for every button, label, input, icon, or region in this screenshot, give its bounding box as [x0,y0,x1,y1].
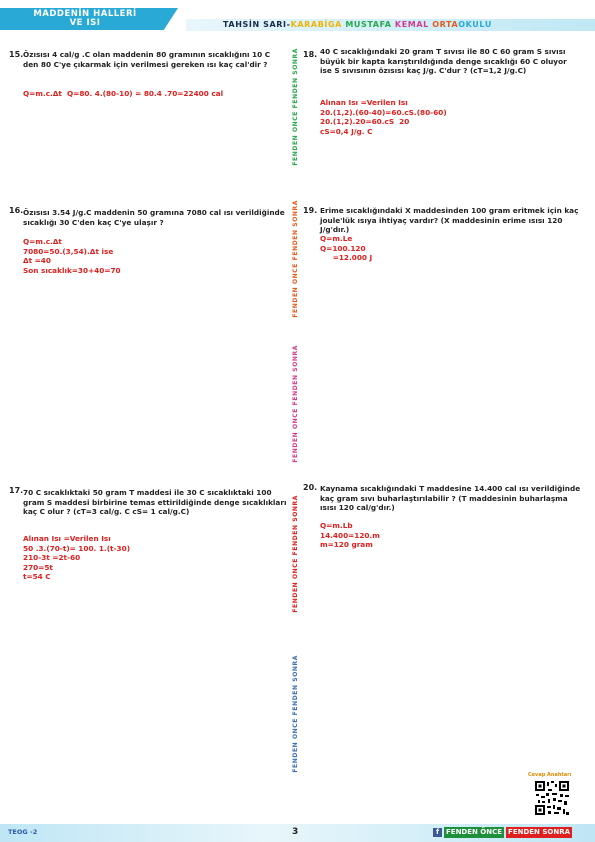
side-slogan-3: FENDEN ÖNCE FENDEN SONRA [292,345,299,463]
question-18-text: 40 C sıcaklığındaki 20 gram T sıvısı ile 80 C 60 gram S sıvısı büyük bir kapta karıştırıldığında denge sıcaklığı 60 C oluyor ise S sıvısının özısısı kaç J/g. C'dur ? (cT=1,2 J/g.C) [320,47,567,76]
question-19-answer: Q=m.Le Q=100.120 =12.000 J [320,234,373,263]
side-slogan-4: FENDEN ÖNCE FENDEN SONRA [292,495,299,613]
question-number: 19. [303,206,318,215]
school-name-part: KARABİGA [290,20,346,29]
brand-part-b: FENDEN SONRA [508,828,571,836]
unit-title-line1: MADDENİN HALLERİ [33,9,137,19]
school-name-part: TAHSİN SARI- [223,20,291,29]
school-name-part: ORTA [432,20,459,29]
page-header [0,0,595,40]
question-19-text: Erime sıcaklığındaki X maddesinden 100 gram eritmek için kaç joule'lük ısıya ihtiyaç vardır? (X maddesinin erime ısısı 120 J/g'dır.) [320,206,579,235]
side-slogan-1: FENDEN ÖNCE FENDEN SONRA [292,48,299,166]
school-name-part: MUSTAFA [345,20,395,29]
question-16-text: Özısısı 3.54 J/g.C maddenin 50 gramına 7080 cal ısı verildiğinde sıcaklığı 30 C'den kaç C'ye ulaşır ? [23,208,285,227]
question-18-answer: Alınan Isı =Verilen Isı 20.(1,2).(60-40)=60.cS.(80-60) 20.(1,2).20=60.cS 20 cS=0,4 J/g. C [320,98,447,136]
unit-title-line2: VE ISI [69,18,101,28]
question-number: 17. [9,486,24,495]
question-20-answer: Q=m.Lb 14.400=120.m m=120 gram [320,521,380,550]
question-number: 20. [303,483,318,492]
brand-part-a: FENDEN ÖNCE [446,828,503,836]
question-16-answer: Q=m.c.Δt 7080=50.(3,54).Δt ise Δt =40 Son sıcaklık=30+40=70 [23,237,121,275]
page-number: 3 [292,827,299,837]
facebook-icon[interactable]: f [433,828,442,837]
question-15-answer: Q=m.c.Δt Q=80. 4.(80-10) = 80.4 .70=22400 cal [23,89,224,98]
school-name-part: OKULU [458,20,492,29]
school-name-part: KEMAL [394,20,433,29]
question-17-answer: Alınan Isı =Verilen Isı 50 .3.(70-t)= 100. 1.(t-30) 210-3t =2t-60 270=5t t=54 C [23,534,131,582]
question-number: 16. [9,206,24,215]
question-number: 18. [303,50,318,59]
question-number: 15. [9,50,24,59]
side-slogan-2: FENDEN ÖNCE FENDEN SONRA [292,200,299,318]
question-20-text: Kaynama sıcaklığındaki T maddesine 14.400 cal ısı verildiğinde kaç gram sıvı buharlaştırılabilir ? (T maddesinin buharlaşma ısısı 120 cal/g'dır.) [320,484,581,513]
qr-code[interactable] [534,780,570,816]
unit-title [10,10,160,28]
answer-key-label: Cevap Anahtarı [528,772,572,778]
question-17-text: 70 C sıcaklıktaki 50 gram T maddesi ile 30 C sıcaklıktaki 100 gram S maddesi birbirine temas ettirildiğinde denge sıcaklıkları kaç C olur ? (cT=3 cal/g. C cS= 1 cal/g.C) [23,488,287,517]
footer-brand [433,827,572,838]
question-15-text: Özısısı 4 cal/g .C olan maddenin 80 gramının sıcaklığını 10 C den 80 C'ye çıkarmak için verilmesi gereken ısı kaç cal'dir ? [23,50,271,69]
school-name [223,20,492,29]
footer-exam-label: TEOG -2 [8,828,38,836]
side-slogan-5: FENDEN ÖNCE FENDEN SONRA [292,655,299,773]
